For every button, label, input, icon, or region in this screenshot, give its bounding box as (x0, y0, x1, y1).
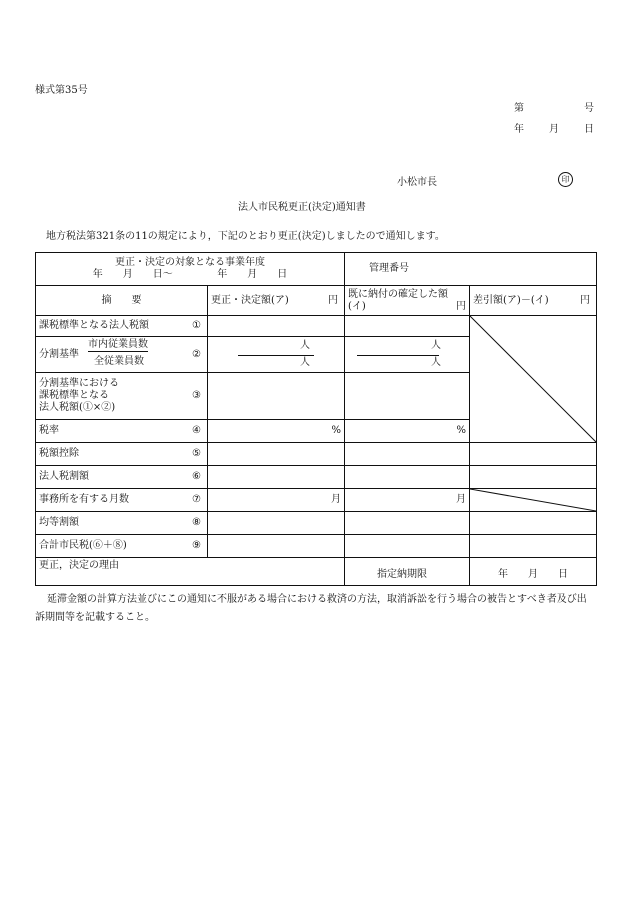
diagonal-line (470, 316, 596, 442)
deadline-label: 指定納期限 (345, 558, 470, 586)
col-a: 更正・決定額(ア) 円 (208, 286, 345, 316)
date-year: 年 (514, 124, 524, 135)
deadline-date: 年 月 日 (470, 558, 597, 586)
row-label: 分割基準 市内従業員数 全従業員数 ② (36, 337, 208, 373)
table-row (36, 512, 597, 535)
table-row (36, 489, 597, 512)
sender-name: 小松市長 (397, 177, 437, 188)
row-label: 事務所を有する月数 ⑦ (36, 489, 208, 512)
seal-mark: 印 (558, 172, 573, 187)
row-label: 分割基準における 課税標準となる 法人税額(①×②) ③ (36, 373, 208, 420)
tax-table (35, 252, 597, 586)
col-c: 差引額(ア)－(イ) 円 (470, 286, 597, 316)
table-row (36, 535, 597, 558)
date-month: 月 (549, 124, 559, 135)
rate-unit-a: % (208, 420, 345, 443)
table-row (36, 316, 597, 337)
row-label: 合計市民税(⑥＋⑧) ⑨ (36, 535, 208, 558)
month-unit-b: 月 (345, 489, 470, 512)
row-label: 税額控除 ⑤ (36, 443, 208, 466)
period-label: 更正・決定の対象となる事業年度 (115, 257, 265, 268)
period-cell (36, 253, 345, 286)
intro-text: 地方税法第321条の11の規定により，下記のとおり更正(決定)しましたので通知します。 (46, 231, 445, 242)
row-label: 法人税割額 ⑥ (36, 466, 208, 489)
row-label: 税率 ④ (36, 420, 208, 443)
column-header-row (36, 286, 597, 316)
document-title: 法人市民税更正(決定)通知書 (238, 202, 366, 213)
month-unit-a: 月 (208, 489, 345, 512)
ratio-cell-a: 人 人 (208, 337, 345, 373)
form-number: 様式第35号 (35, 85, 88, 96)
col-summary: 摘 要 (36, 286, 208, 316)
ratio-cell-b: 人 人 (345, 337, 470, 373)
diagonal-cell-2 (470, 489, 597, 512)
management-no-cell: 管理番号 (345, 253, 597, 286)
table-row (36, 253, 597, 286)
table-row (36, 466, 597, 489)
doc-no-dai: 第 (514, 103, 524, 114)
reason-cell: 更正，決定の理由 (36, 558, 345, 586)
row-label: 課税標準となる法人税額 ① (36, 316, 208, 337)
date-day: 日 (584, 124, 594, 135)
diagonal-line (470, 489, 596, 511)
table-row (36, 443, 597, 466)
table-row (36, 558, 597, 586)
diagonal-cell-1 (470, 316, 597, 443)
col-b: 既に納付の確定した額 (イ) 円 (345, 286, 470, 316)
doc-no-go: 号 (584, 103, 594, 114)
footnote: 延滞金額の計算方法並びにこの通知に不服がある場合における救済の方法，取消訴訟を行う場合の被告とすべき者及び出訴期間等を記載すること。 (35, 594, 587, 623)
row-label: 均等割額 ⑧ (36, 512, 208, 535)
period-dates: 年 月 日～ 年 月 日 (92, 269, 288, 280)
rate-unit-b: % (345, 420, 470, 443)
